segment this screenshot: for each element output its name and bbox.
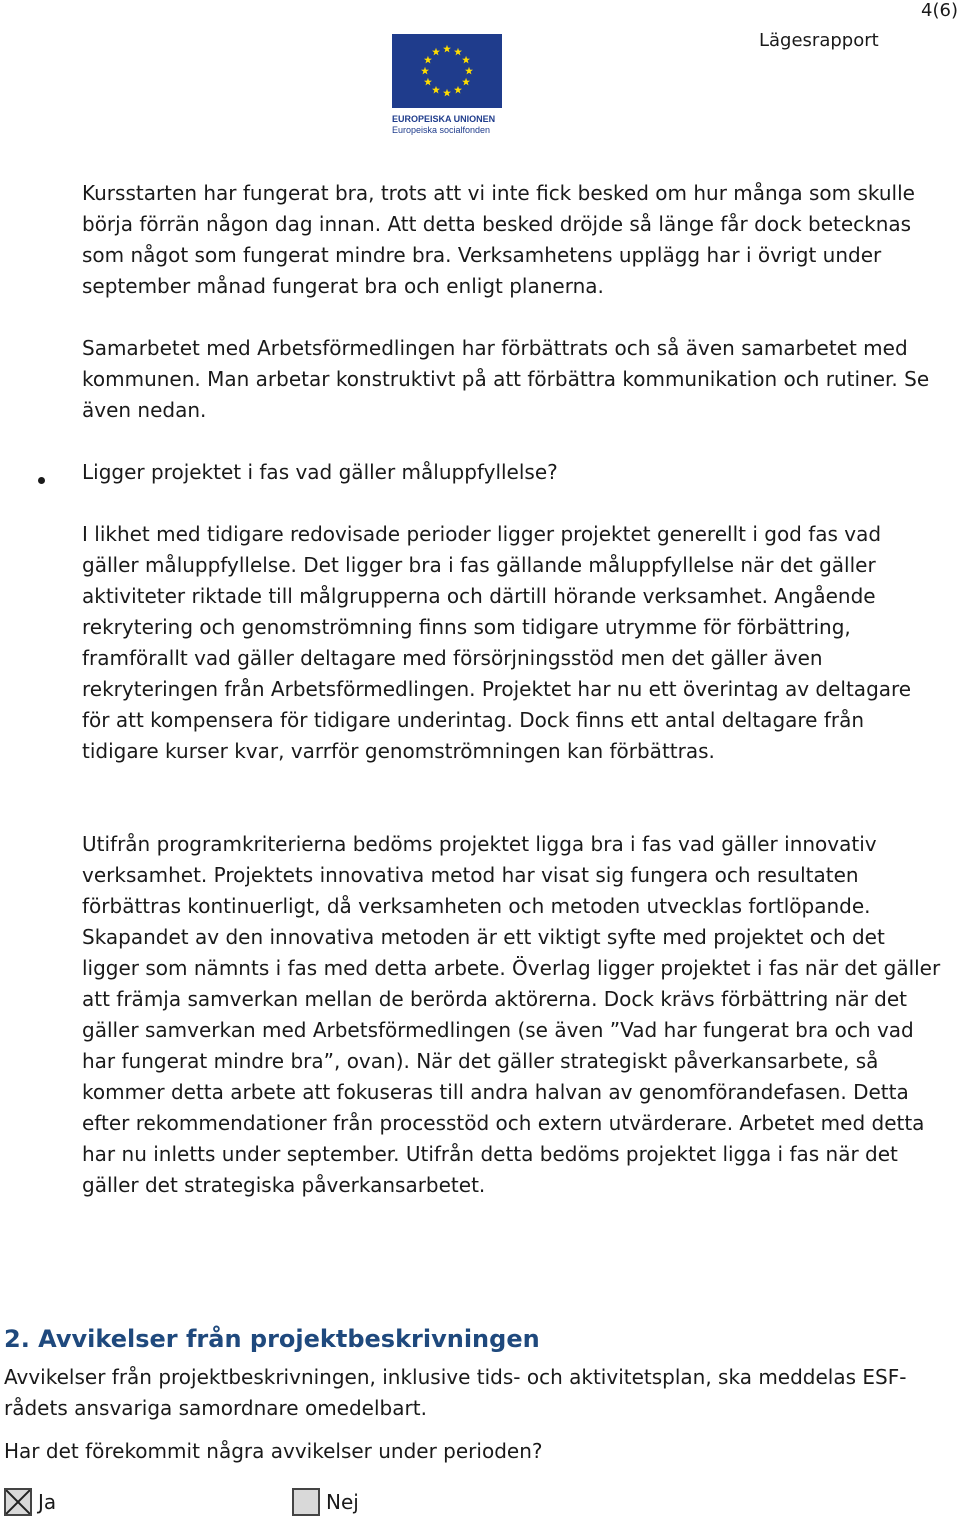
paragraph-course-start: Kursstarten har fungerat bra, trots att vi inte fick besked om hur många som skulle börja förrän någon dag innan. Att detta besked dröjde så länge får dock betecknas som något som fungerat mindre bra. Verksamhetens upplägg har i övrigt under september månad fungerat bra och enligt planerna.	[82, 181, 915, 298]
bullet-question: Ligger projektet i fas vad gäller måluppfyllelse?	[82, 460, 558, 484]
checked-checkbox-icon[interactable]	[4, 1488, 32, 1516]
paragraph-innovation: Utifrån programkriterierna bedöms projektet ligga bra i fas vad gäller innovativ verksamhet. Projektets innovativa metod har visat sig fungera och resultaten förbättras kontinuerligt, då verksamheten och metoden utvecklas fortlöpande. Skapandet av den innovativa metoden är ett viktigt syfte med projektet och det ligger som nämnts i fas med detta arbete. Överlag ligger projektet i fas när det gäller att främja samverkan mellan de berörda aktörerna. Dock krävs förbättring när det gäller samverkan med Arbetsförmedlingen (se även ”Vad har fungerat bra och vad har fungerat mindre bra”, ovan). När det gäller strategiskt påverkansarbete, så kommer detta arbete att fokuseras till andra halvan av genomförandefasen. Detta efter rekommendationer från processtöd och extern utvärderare. Arbetet med detta har nu inletts under september. Utifrån detta bedöms projektet ligga i fas när det gäller det strategiska påverkansarbetet.	[82, 832, 941, 1197]
deviations-intro: Avvikelser från projektbeskrivningen, inklusive tids- och aktivitetsplan, ska meddelas ESF-rådets ansvariga samordnare omedelbart.	[4, 1365, 907, 1420]
checkbox-no[interactable]	[292, 1484, 359, 1520]
checkbox-no-label: Nej	[326, 1490, 359, 1514]
unchecked-checkbox-icon[interactable]	[292, 1488, 320, 1516]
report-title: Lägesrapport	[759, 30, 879, 51]
checkbox-yes-label: Ja	[38, 1490, 57, 1514]
bullet-icon	[38, 477, 45, 484]
eu-esf-logo	[390, 34, 504, 136]
logo-line2: Europeiska socialfonden	[392, 125, 491, 135]
section-heading-deviations: 2. Avvikelser från projektbeskrivningen	[4, 1325, 540, 1353]
checkbox-yes[interactable]	[4, 1484, 56, 1520]
page-number: 4(6)	[921, 0, 958, 21]
deviations-question: Har det förekommit några avvikelser under perioden?	[4, 1439, 543, 1463]
paragraph-goal-fulfilment: I likhet med tidigare redovisade perioder ligger projektet generellt i god fas vad gäller måluppfyllelse. Det ligger bra i fas gällande måluppfyllelse när det gäller aktiviteter riktade till målgrupperna och därtill hörande verksamhet. Angående rekrytering och genomströmning finns som tidigare utrymme för förbättring, framförallt vad gäller deltagare med försörjningsstöd men det gäller även rekryteringen från Arbetsförmedlingen. Projektet har nu ett överintag av deltagare för att kompensera för tidigare underintag. Dock finns ett antal deltagare från tidigare kurser kvar, varrför genomströmningen kan förbättras.	[82, 522, 912, 763]
paragraph-cooperation: Samarbetet med Arbetsförmedlingen har förbättrats och så även samarbetet med kommunen. Man arbetar konstruktivt på att förbättra kommunikation och rutiner. Se även nedan.	[82, 336, 930, 422]
logo-line1: EUROPEISKA UNIONEN	[392, 114, 496, 124]
